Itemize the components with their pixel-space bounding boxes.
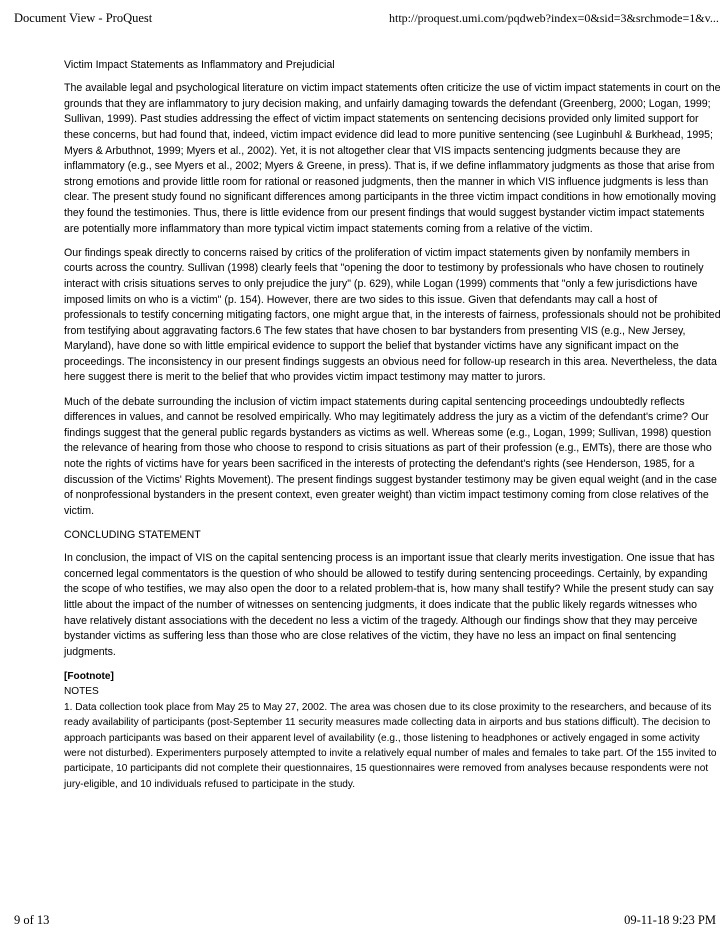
section-heading-victim-impact: Victim Impact Statements as Inflammatory and Prejudicial	[64, 59, 335, 71]
print-header-url: http://proquest.umi.com/pqdweb?index=0&sid=3&srchmode=1&v...	[389, 11, 719, 25]
print-datetime: 09-11-18 9:23 PM	[624, 913, 716, 927]
page-indicator: 9 of 13	[14, 913, 50, 927]
print-header-title: Document View - ProQuest	[14, 11, 153, 25]
paragraph-1: The available legal and psychological literature on victim impact statements often criticize the use of victim impact statements in court on the grounds that they are inflammatory to jury decision making, and unfairly damaging towards the defendant (Greenberg, 2000; Logan, 1999; Sullivan, 1999). Past studies addressing the effect of victim impact statements on sentencing decisions provided only limited support for these concerns, but had found that, indeed, victim impact evidence did lead to more punitive sentencing (see Luginbuhl & Burkhead, 1995; Myers & Arbuthnot, 1999; Myers et al., 2002). Yet, it is not altogether clear that VIS impacts sentencing judgments because they are inflammatory (e.g., see Myers et al., 2002; Myers & Greene, in press). That is, if we define inflammatory judgments as those that arise from strong emotions and provide little room for rational or reasoned judgments, then the manner in which VIS influence judgments is less than clear. The present study found no significant differences among participants in the three victim impact conditions in how emotionally moving they found the testimonies. Thus, there is little evidence from our present findings that would suggest bystander victim impact statements are potentially more inflammatory than more typical victim impact statements coming from a relative of the victim.	[64, 82, 721, 235]
paragraph-4: In conclusion, the impact of VIS on the capital sentencing process is an important issue that clearly merits investigation. One issue that has concerned legal commentators is the question of who should be allowed to testify during sentencing proceedings. Certainly, by expanding the scope of who testifies, we may also open the door to a related problem-that is, how many shall testify? While the present study can say little about the impact of the number of witnesses on sentencing judgments, it does indicate that the public likely regards witnesses who have relatively distant associations with the decedent no less a victim of the tragedy. Although our findings show that they may perceive bystander victims as suffering less than those who are close relatives of the victim, they have no less an impact on final sentencing judgments.	[64, 552, 715, 658]
notes-label: NOTES	[64, 686, 99, 698]
note-1: 1. Data collection took place from May 25 to May 27, 2002. The area was chosen due to its close proximity to the researchers, and because of its ready availability of participants (post-September 11 security measures made collecting data in airports and bus stations difficult). The decision to approach participants was based on their apparent level of availability (e.g., those listening to headphones or actively engaged in some activity were not disturbed). Experimenters purposely attempted to invite a relatively equal number of males and females to take part. Of the 155 invited to participate, 10 participants did not complete their questionnaires, 15 questionnaires were removed from analyses because respondents were not jury-eligible, and 10 individuals refused to participate in the study.	[64, 701, 717, 790]
footnote-label: [Footnote]	[64, 670, 114, 682]
section-heading-concluding: CONCLUDING STATEMENT	[64, 529, 201, 541]
paragraph-2: Our findings speak directly to concerns raised by critics of the proliferation of victim impact statements given by nonfamily members in courts across the country. Sullivan (1998) clearly feels that "opening the door to testimony by professionals who have chosen to routinely interact with crisis situations serves to only prejudice the jury" (p. 629), while Logan (1999) comments that "only a few jurisdictions have imposed limits on who is a victim" (p. 154). However, there are two sides to this issue. Given that defendants may call a host of professionals to testify concerning mitigating factors, one might argue that, in the interests of fairness, professionals should not be prohibited from testifying about aggravating factors.6 The few states that have chosen to bar bystanders from presenting VIS (e.g., New Jersey, Maryland), have done so with little empirical evidence to support the belief that bystander victims have any significant impact on the proceedings. The inconsistency in our present findings suggests an obvious need for follow-up research in this area. Nevertheless, the data here suggest there is merit to the belief that who provides victim impact testimony may matter to jurors.	[64, 246, 721, 384]
document-body	[64, 58, 721, 792]
paragraph-3: Much of the debate surrounding the inclusion of victim impact statements during capital sentencing proceedings undoubtedly reflects differences in values, and cannot be resolved empirically. Who may legitimately address the jury as a victim of the defendant's crime? Our findings suggest that the general public regards bystanders as victims as well. Whereas some (e.g., Logan, 1999; Sullivan, 1998) question the relevance of hearing from those who choose to respond to crisis situations as part of their profession (e.g., EMTs), there are those who note the rights of victims have for years been sacrificed in the interests of protecting the defendant's rights (see Henderson, 1985, for a discussion of the Victims' Rights Movement). The present findings suggest bystander testimony may be given equal weight (and in the case of nonprofessional bystanders in the present context, even greater weight) than victim impact testimony coming from close relatives of the victim.	[64, 395, 717, 517]
footnotes-section	[64, 669, 721, 792]
